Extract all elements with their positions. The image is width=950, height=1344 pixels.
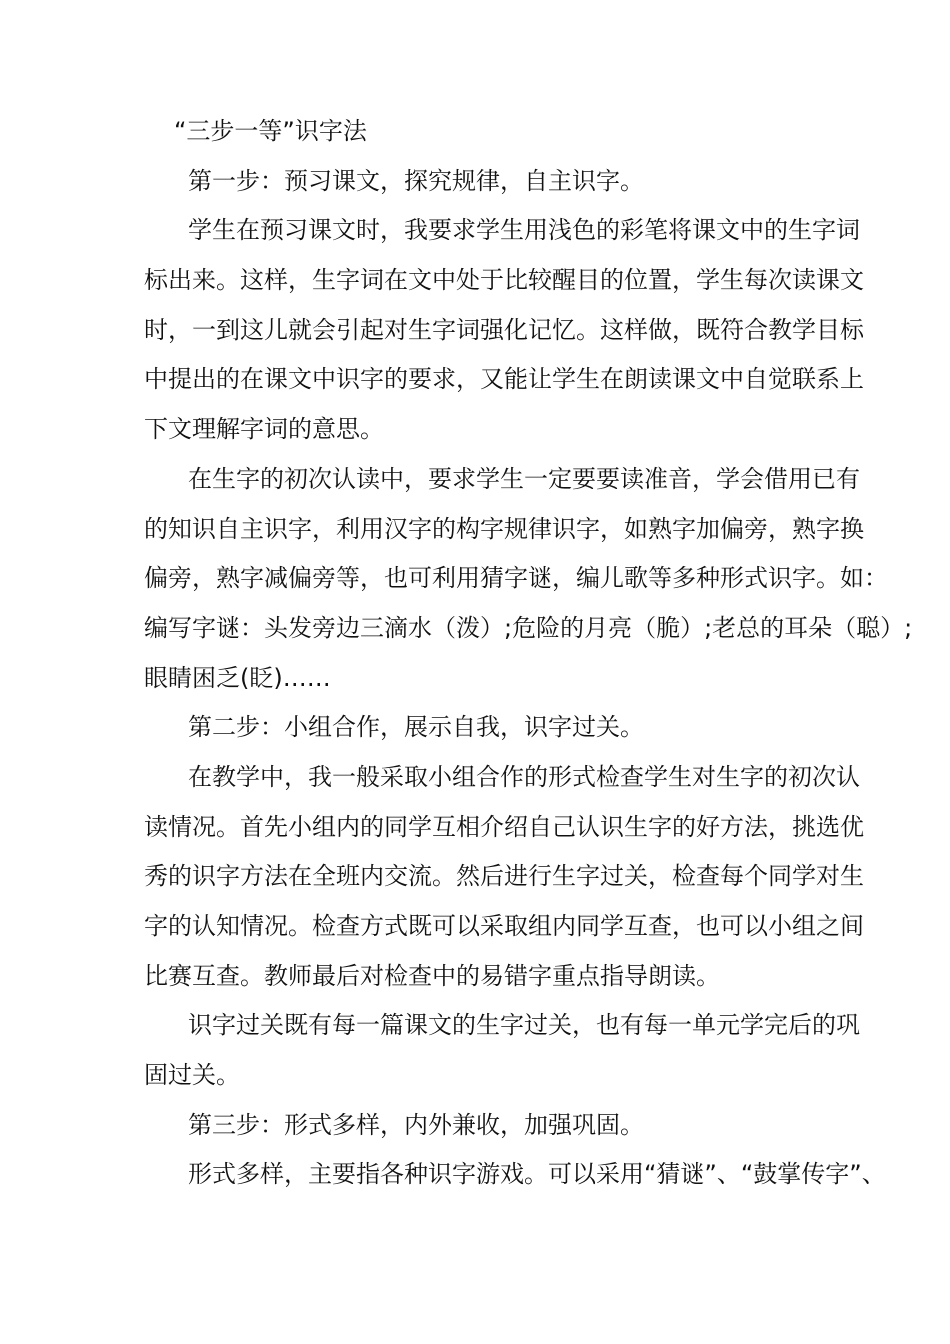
paragraph-line: 标出来。这样，生字词在文中处于比较醒目的位置，学生每次读课文 <box>144 266 864 295</box>
step-three-heading: 第三步：形式多样，内外兼收，加强巩固。 <box>188 1110 644 1139</box>
paragraph-line: 读情况。首先小组内的同学互相介绍自己认识生字的好方法，挑选优 <box>144 812 864 841</box>
paragraph-line: 形式多样，主要指各种识字游戏。可以采用“猜谜”、“鼓掌传字”、 <box>188 1160 886 1189</box>
paragraph-line: 字的认知情况。检查方式既可以采取组内同学互查，也可以小组之间 <box>144 912 864 940</box>
paragraph-line: 眼睛困乏(眨)…… <box>144 663 331 692</box>
paragraph-line: 时，一到这儿就会引起对生字词强化记忆。这样做，既符合教学目标 <box>144 315 864 344</box>
step-two-heading: 第二步：小组合作，展示自我，识字过关。 <box>188 713 644 742</box>
paragraph-line: 学生在预习课文时，我要求学生用浅色的彩笔将课文中的生字词 <box>188 216 860 245</box>
paragraph-line: 识字过关既有每一篇课文的生字过关，也有每一单元学完后的巩 <box>188 1011 860 1040</box>
step-one-heading: 第一步：预习课文，探究规律，自主识字。 <box>188 166 644 195</box>
paragraph-line: 偏旁，熟字减偏旁等，也可利用猜字谜，编儿歌等多种形式识字。如： <box>144 564 888 593</box>
paragraph-line: 的知识自主识字，利用汉字的构字规律识字，如熟字加偏旁，熟字换 <box>144 514 864 543</box>
document-title: “三步一等”识字法 <box>174 117 367 145</box>
paragraph-line: 秀的识字方法在全班内交流。然后进行生字过关，检查每个同学对生 <box>144 862 864 891</box>
document-body <box>144 107 913 1200</box>
paragraph-line: 在教学中，我一般采取小组合作的形式检查学生对生字的初次认 <box>188 762 860 791</box>
paragraph-line: 中提出的在课文中识字的要求，又能让学生在朗读课文中自觉联系上 <box>144 365 864 394</box>
paragraph-line: 下文理解字词的意思。 <box>144 415 384 444</box>
paragraph-line: 比赛互查。教师最后对检查中的易错字重点指导朗读。 <box>144 961 720 990</box>
paragraph-line: 固过关。 <box>144 1061 240 1090</box>
paragraph-line: 在生字的初次认读中，要求学生一定要要读准音，学会借用已有 <box>188 464 860 493</box>
paragraph-line: 编写字谜：头发旁边三滴水（泼）;危险的月亮（脆）;老总的耳朵（聪）; <box>144 613 913 642</box>
